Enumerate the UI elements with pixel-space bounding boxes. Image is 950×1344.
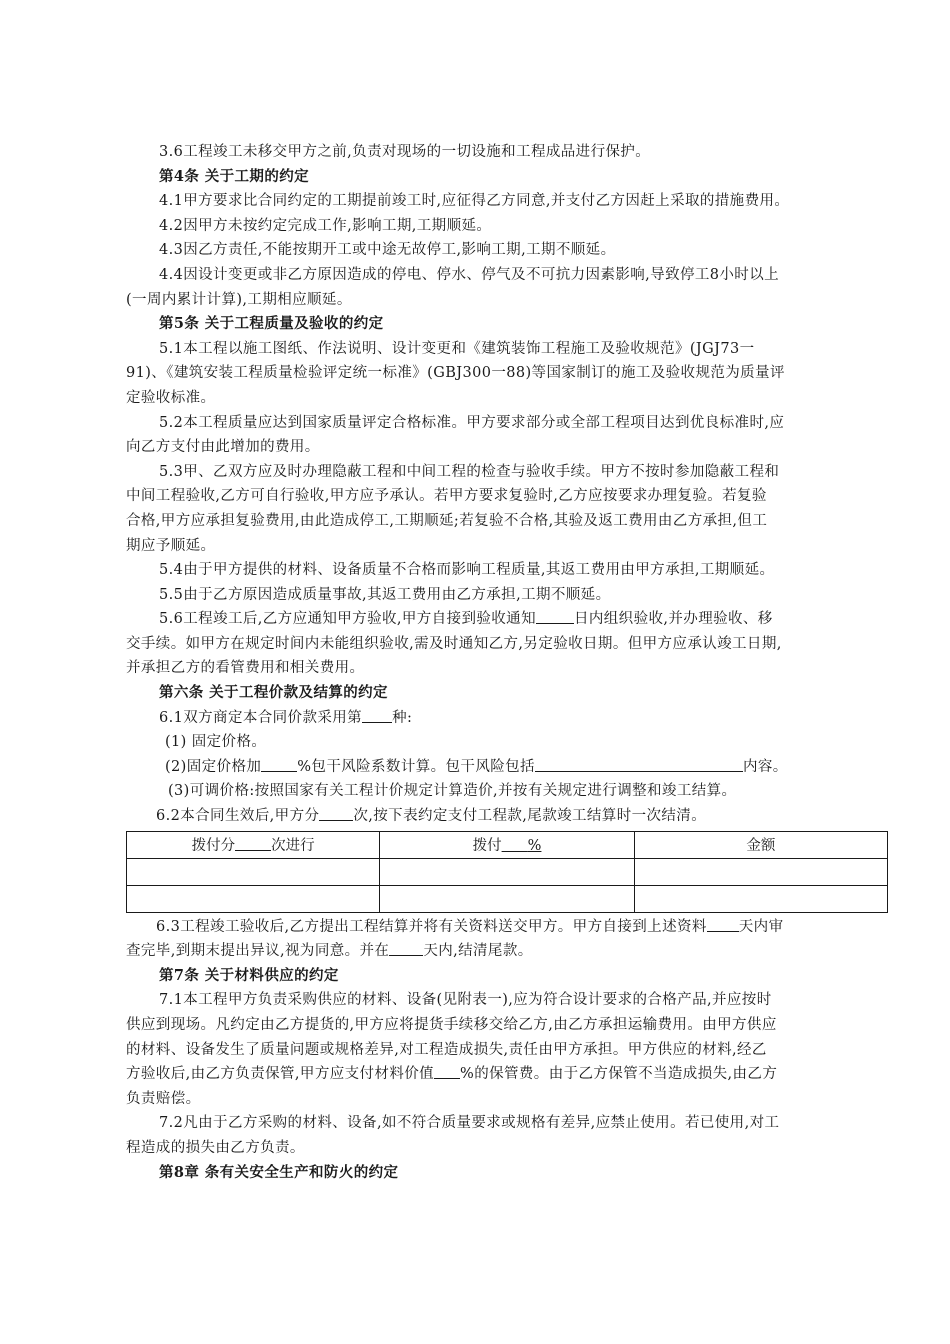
clause-line: 期应予顺延。	[126, 537, 216, 554]
table-header-installments: 拨付分 次进行	[127, 831, 380, 858]
clause-text: 内容。	[742, 758, 788, 775]
clause-line: 5.5由于乙方原因造成质量事故,其返工费用由乙方承担,工期不顺延。	[159, 586, 611, 603]
table-header-row	[127, 831, 888, 858]
clause-7-2-line-2: 程造成的损失由乙方负责。	[126, 1139, 305, 1156]
clause-line: 4.3因乙方责任,不能按期开工或中途无故停工,影响工期,工期不顺延。	[159, 242, 616, 259]
clause-6-1-option-2	[126, 755, 888, 780]
clause-line: 中间工程验收,乙方可自行验收,甲方应予承认。若甲方要求复验时,乙方应按要求办理复验。若复验	[126, 488, 767, 505]
clause-6-1-option-3: (3)可调价格:按照国家有关工程计价规定计算造价,并按有关规定进行调整和竣工结算。	[168, 783, 737, 800]
blank-field	[535, 757, 743, 772]
section-heading-7: 第7条 关于材料供应的约定	[159, 966, 339, 984]
clause-line: (一周内累计计算),工期相应顺延。	[126, 291, 352, 308]
clause-line: 5.4由于甲方提供的材料、设备质量不合格而影响工程质量,其返工费用由甲方承担,工期顺延。	[159, 562, 775, 579]
clause-text: 次,按下表约定支付工程款,尾款竣工结算时一次结清。	[353, 808, 707, 825]
clause-7-1-line-1: 7.1本工程甲方负责采购供应的材料、设备(见附表一),应为符合设计要求的合格产品,并应按时	[159, 992, 772, 1009]
clause-7-1-line-2: 供应到现场。凡约定由乙方提货的,甲方应将提货手续移交给乙方,由乙方承担运输费用。由甲方供应	[126, 1017, 777, 1033]
blank-field	[261, 757, 297, 772]
clause-5-6-line-1	[126, 607, 888, 632]
table-cell	[634, 885, 887, 912]
clause-text: 天内审	[738, 918, 784, 935]
document-body	[126, 140, 888, 1185]
section-heading: 第4条 关于工期的约定	[159, 167, 310, 185]
clause-line: 4.2因甲方未按约定完成工作,影响工期,工期顺延。	[159, 217, 492, 234]
clause-text: (2)固定价格加	[165, 758, 262, 775]
clause-line: 5.1本工程以施工图纸、作法说明、设计变更和《建筑装饰工程施工及验收规范》(JGJ73一	[159, 340, 755, 357]
clause-line: 4.4因设计变更或非乙方原因造成的停电、停水、停气及不可抗力因素影响,导致停工8小时以上	[159, 266, 779, 283]
clause-text: 5.6工程竣工后,乙方应通知甲方验收,甲方自接到验收通知	[159, 611, 536, 628]
table-cell	[634, 858, 887, 885]
clause-6-2	[126, 804, 888, 829]
clause-line: 3.6工程竣工未移交甲方之前,负责对现场的一切设施和工程成品进行保护。	[159, 144, 651, 160]
clause-text: 6.3工程竣工验收后,乙方提出工程结算并将有关资料送交甲方。甲方自接到上述资料	[156, 918, 707, 935]
clause-5-6-line-2: 交手续。如甲方在规定时间内未能组织验收,需及时通知乙方,另定验收日期。但甲方应承认竣工日期,	[126, 635, 782, 652]
clause-line: 合格,甲方应承担复验费用,由此造成停工,工期顺延;若复验不合格,其验及返工费用由乙方承担,但工	[126, 512, 768, 529]
clauses-3-to-5	[126, 140, 888, 607]
clause-7-1-line-4	[126, 1062, 888, 1087]
clause-line: 5.2本工程质量应达到国家质量评定合格标准。甲方要求部分或全部工程项目达到优良标准时,应	[159, 414, 785, 431]
clause-text: %的保管费。由于乙方保管不当造成损失,由乙方	[460, 1066, 778, 1083]
section-heading-6: 第六条 关于工程价款及结算的约定	[159, 684, 388, 702]
clause-text: 天内,结清尾款。	[423, 943, 533, 960]
table-cell	[380, 885, 634, 912]
table-row	[127, 858, 888, 885]
clause-text: %包干风险系数计算。包干风险包括	[297, 758, 535, 775]
clause-text: 6.2本合同生效后,甲方分	[156, 808, 320, 825]
table-cell	[127, 858, 380, 885]
section-heading-8: 第8章 条有关安全生产和防火的约定	[159, 1163, 399, 1181]
blank-field	[319, 806, 353, 821]
blank-field	[235, 836, 271, 851]
clause-6-1	[126, 706, 888, 731]
clause-text: 查完毕,到期末提出异议,视为同意。并在	[126, 943, 390, 960]
clause-6-1-option-1: (1) 固定价格。	[165, 734, 267, 751]
clause-6-3-line-2	[126, 939, 888, 964]
clause-7-1-line-3: 的材料、设备发生了质量问题或规格差异,对工程造成损失,责任由甲方承担。甲方供应的材料,经乙	[126, 1041, 767, 1058]
clause-5-6-line-3: 并承担乙方的看管费用和相关费用。	[126, 660, 365, 677]
clause-7-2-line-1: 7.2凡由于乙方采购的材料、设备,如不符合质量要求或规格有差异,应禁止使用。若已使用,对工	[159, 1115, 780, 1132]
table-cell	[127, 885, 380, 912]
table-row	[127, 885, 888, 912]
clause-line: 4.1甲方要求比合同约定的工期提前竣工时,应征得乙方同意,并支付乙方因赶上采取的措施费用。	[159, 193, 790, 210]
table-header-amount: 金额	[634, 831, 887, 858]
clause-7-1-line-5: 负责赔偿。	[126, 1090, 201, 1107]
table-cell	[380, 858, 634, 885]
blank-field	[362, 708, 392, 723]
clause-text: 6.1双方商定本合同价款采用第	[159, 709, 363, 726]
table-header-percent: 拨付 %	[380, 831, 634, 858]
clause-text: 种:	[392, 709, 413, 726]
blank-field	[707, 917, 739, 932]
clause-text: 日内组织验收,并办理验收、移	[573, 611, 773, 628]
blank-field	[434, 1064, 460, 1079]
clause-line: 5.3甲、乙双方应及时办理隐蔽工程和中间工程的检查与验收手续。甲方不按时参加隐蔽工程和	[159, 463, 780, 480]
section-heading: 第5条 关于工程质量及验收的约定	[159, 315, 384, 333]
clause-text: 方验收后,由乙方负责保管,甲方应支付材料价值	[126, 1066, 435, 1083]
payment-table	[126, 831, 888, 913]
clause-line: 向乙方支付由此增加的费用。	[126, 439, 320, 456]
clause-line: 91)、《建筑安装工程质量检验评定统一标准》(GBJ300一88)等国家制订的施工及验收规范为质量评	[126, 365, 785, 382]
clause-line: 定验收标准。	[126, 389, 216, 406]
blank-field	[389, 941, 423, 956]
blank-field	[536, 609, 574, 624]
clause-6-3-line-1	[126, 915, 888, 940]
